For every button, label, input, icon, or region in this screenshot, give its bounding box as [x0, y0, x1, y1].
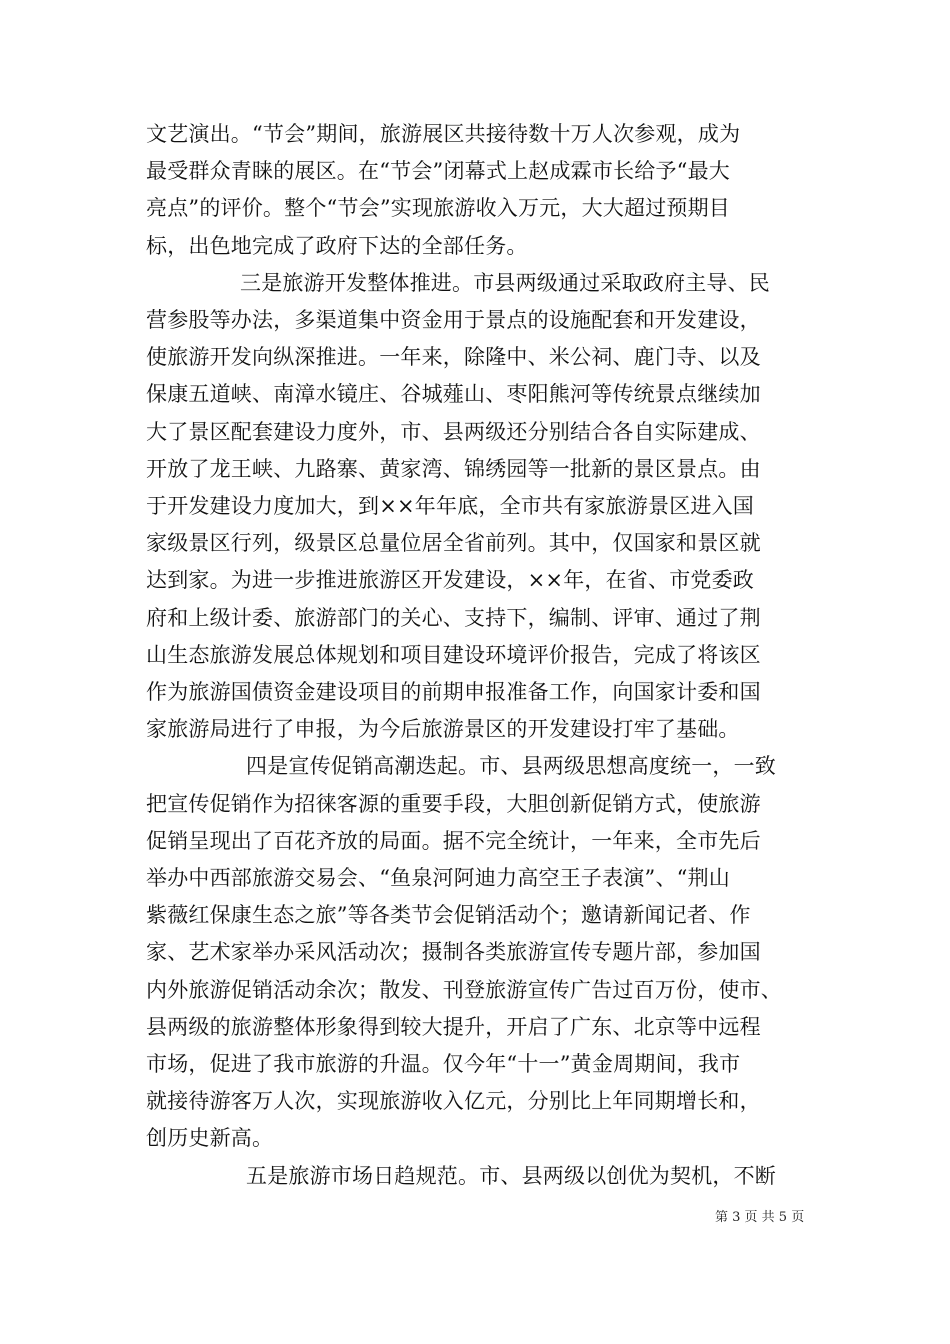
- text-line: 保康五道峡、南漳水镜庄、谷城薤山、枣阳熊河等传统景点继续加: [146, 382, 761, 407]
- text-line: 市场，促进了我市旅游的升温。仅今年“十一”黄金周期间，我市: [146, 1052, 741, 1077]
- text-line: 创历史新高。: [146, 1126, 274, 1151]
- text-line: 山生态旅游发展总体规划和项目建设环境评价报告，完成了将该区: [146, 642, 761, 667]
- text-line: 三是旅游开发整体推进。市县两级通过采取政府主导、民: [240, 270, 770, 295]
- text-line: 五是旅游市场日趋规范。市、县两级以创优为契机，不断: [246, 1163, 776, 1188]
- paragraph-tourism-development: [146, 265, 806, 749]
- text-line: 营参股等办法，多渠道集中资金用于景点的设施配套和开发建设，: [146, 308, 761, 333]
- text-line: 使旅游开发向纵深推进。一年来，除隆中、米公祠、鹿门寺、以及: [146, 345, 761, 370]
- text-line: 四是宣传促销高潮迭起。市、县两级思想高度统一，一致: [246, 754, 776, 779]
- text-line: 县两级的旅游整体形象得到较大提升，开启了广东、北京等中远程: [146, 1014, 761, 1039]
- text-line: 就接待游客万人次，实现旅游收入亿元，分别比上年同期增长和，: [146, 1089, 761, 1114]
- paragraph-promotion: [146, 748, 806, 1157]
- text-line: 府和上级计委、旅游部门的关心、支持下，编制、评审、通过了荆: [146, 605, 761, 630]
- paragraph-festival-summary: [146, 116, 806, 265]
- text-line: 大了景区配套建设力度外，市、县两级还分别结合各自实际建成、: [146, 419, 761, 444]
- text-line: 亮点”的评价。整个“节会”实现旅游收入万元，大大超过预期目: [146, 196, 731, 221]
- text-line: 文艺演出。“节会”期间，旅游展区共接待数十万人次参观，成为: [146, 122, 741, 146]
- text-line: 达到家。为进一步推进旅游区开发建设，××年，在省、市党委政: [146, 568, 754, 593]
- text-line: 把宣传促销作为招徕客源的重要手段，大胆创新促销方式，使旅游: [146, 791, 761, 816]
- text-line: 促销呈现出了百花齐放的局面。据不完全统计，一年来，全市先后: [146, 828, 761, 853]
- text-line: 最受群众青睐的展区。在“节会”闭幕式上赵成霖市长给予“最大: [146, 159, 731, 184]
- text-line: 于开发建设力度加大，到××年年底，全市共有家旅游景区进入国: [146, 494, 754, 519]
- text-line: 家、艺术家举办采风活动次；摄制各类旅游宣传专题片部，参加国: [146, 940, 761, 965]
- text-line: 举办中西部旅游交易会、“鱼泉河阿迪力高空王子表演”、“荆山: [146, 866, 731, 891]
- text-line: 家级景区行列，级景区总量位居全省前列。其中，仅国家和景区就: [146, 531, 761, 556]
- document-body: [146, 116, 806, 1195]
- paragraph-market-regulation: [146, 1158, 806, 1195]
- text-line: 内外旅游促销活动余次；散发、刊登旅游宣传广告过百万份，使市、: [146, 977, 782, 1002]
- text-line: 标，出色地完成了政府下达的全部任务。: [146, 233, 528, 258]
- page-number-footer: 第 3 页 共 5 页: [715, 1210, 805, 1225]
- text-line: 作为旅游国债资金建设项目的前期申报准备工作，向国家计委和国: [146, 680, 761, 705]
- text-line: 家旅游局进行了申报，为今后旅游景区的开发建设打牢了基础。: [146, 717, 740, 742]
- text-line: 紫薇红保康生态之旅”等各类节会促销活动个；邀请新闻记者、作: [146, 903, 751, 928]
- text-line: 开放了龙王峡、九路寨、黄家湾、锦绣园等一批新的景区景点。由: [146, 456, 761, 481]
